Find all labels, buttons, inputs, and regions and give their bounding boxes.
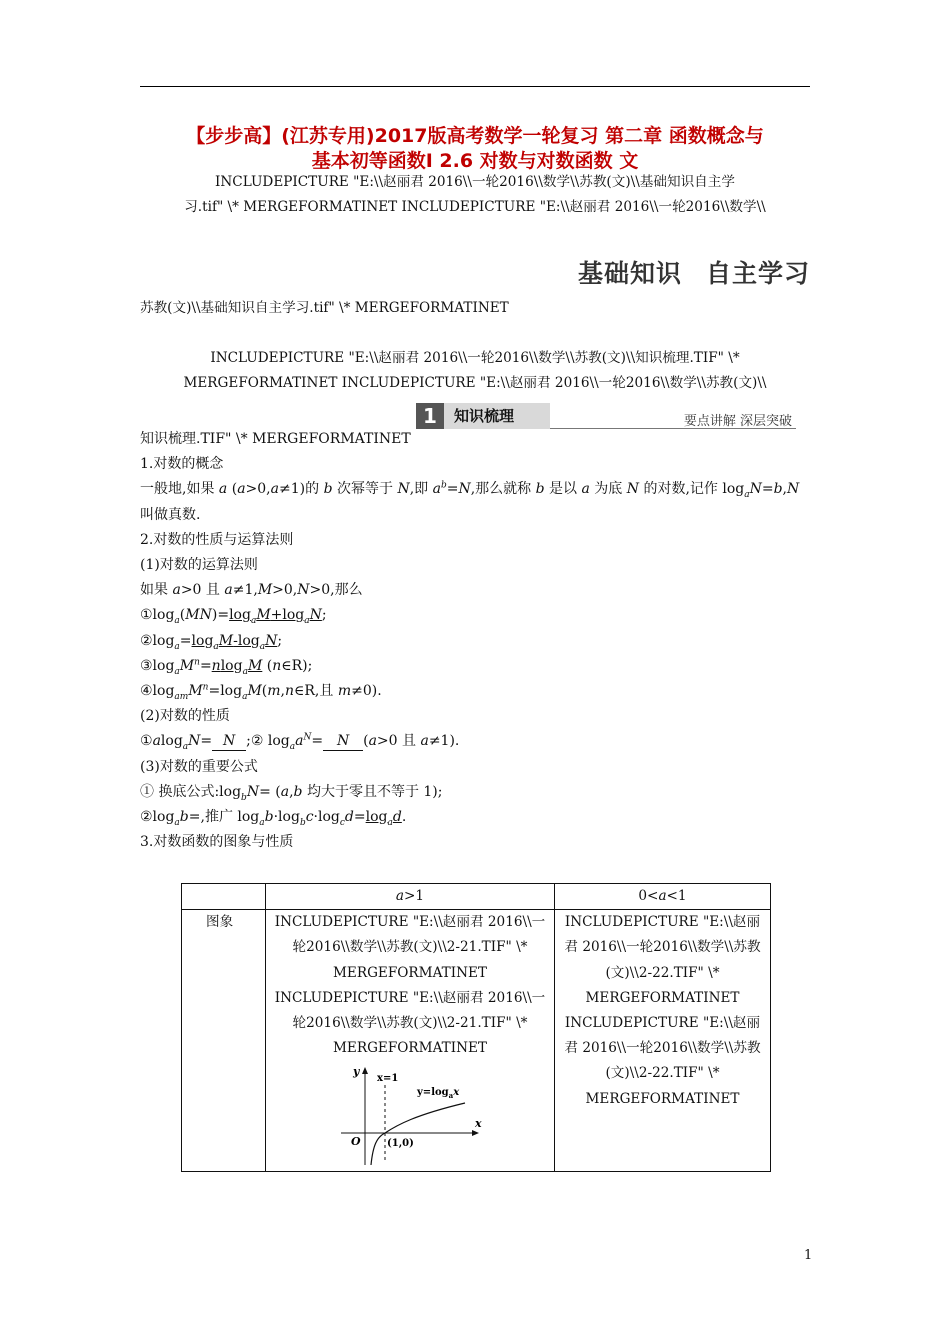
section-number: 1	[416, 403, 444, 429]
change-of-base-formula: ① 换底公式$:\log_bN= (a,b$ 均大于零且不等于 1);	[140, 783, 443, 803]
table-header-empty	[182, 884, 266, 910]
heading-log-function: 3.对数函数的图象与性质	[140, 834, 294, 851]
cell-a-lt-1-text: INCLUDEPICTURE "E:\\赵丽君 2016\\一轮2016\\数学\\苏教(文)\\2-22.TIF" \* MERGEFORMATINET INCLUDEPICTURE "E:\\赵丽君 2016\\一轮2016\\数学\\苏教(文)\\2-22.TIF" \* MERGEFORMATINET	[564, 914, 761, 1107]
vertical-line-label: x=1	[377, 1073, 399, 1085]
subheading-operation-rules: (1)对数的运算法则	[140, 557, 258, 574]
y-axis-arrow	[362, 1067, 368, 1074]
subheading-formulas: (3)对数的重要公式	[140, 758, 258, 775]
document-title	[140, 124, 810, 174]
definition-paragraph: 一般地,如果 a (a>0,a≠1)的 b 次幂等于 N,即 $a^b=N$,那么就称 b 是以 a 为底 N 的对数,记作 $\log_aN=b,N$ 叫做真数.	[140, 480, 800, 523]
table-header-a-lt-1: 0<a<1	[555, 884, 771, 910]
include-field-1-line-2: 习.tif" \* MERGEFORMATINET INCLUDEPICTURE "E:\\赵丽君 2016\\一轮2016\\数学\\	[184, 199, 766, 215]
include-field-2	[140, 296, 810, 321]
table-cell-a-lt-1	[555, 910, 771, 1172]
include-field-3-line-1: INCLUDEPICTURE "E:\\赵丽君 2016\\一轮2016\\数学\\苏教(文)\\知识梳理.TIF" \*	[210, 350, 740, 366]
y-label: y	[353, 1065, 360, 1079]
origin-label: O	[351, 1135, 361, 1149]
include-field-1	[140, 170, 810, 220]
rule-condition: 如果 a>0 且 a≠1,M>0,N>0,那么	[140, 582, 363, 599]
subheading-properties: (2)对数的性质	[140, 708, 230, 725]
chain-formula: $②\log_ab=$,推广 $\log_ab\cdot\log_bc\cdot\log_cd=\log_ad$.	[140, 809, 407, 828]
table-header-row	[182, 884, 771, 910]
include-field-1-line-1: INCLUDEPICTURE "E:\\赵丽君 2016\\一轮2016\\数学\\苏教(文)\\基础知识自主学	[215, 174, 735, 190]
section-tagline: 要点讲解 深层突破	[683, 414, 792, 429]
include-tail: 知识梳理.TIF" \* MERGEFORMATINET	[140, 431, 411, 447]
rule-4: $④\log_{am}M^n=\log_aM(m,n\in R$,且 m≠0).	[140, 682, 382, 702]
banner-part-2: 自主学习	[706, 259, 811, 288]
header-rule	[140, 86, 810, 87]
table-header-a-gt-1: a>1	[266, 884, 555, 910]
section-banner	[578, 254, 810, 290]
table-row-graph	[182, 910, 771, 1172]
page-number: 1	[804, 1248, 813, 1263]
table-cell-a-gt-1	[266, 910, 555, 1172]
log-graph-a-gt-1	[335, 1065, 485, 1169]
knowledge-body	[140, 427, 810, 855]
include-field-2-line-1: 苏教(文)\\基础知识自主学习.tif" \* MERGEFORMATINET	[140, 300, 509, 316]
rule-3: $③\log_aM^n=nlog_aM$ (n∈R);	[140, 657, 313, 677]
cell-a-gt-1-text: INCLUDEPICTURE "E:\\赵丽君 2016\\一轮2016\\数学\\苏教(文)\\2-21.TIF" \* MERGEFORMATINET INCLUDEPICTURE "E:\\赵丽君 2016\\一轮2016\\数学\\苏教(文)\\2-21.TIF" \* MERGEFORMATINET	[274, 914, 546, 1057]
table-row-label: 图象	[182, 910, 266, 1172]
rule-2: $②\log_a=\log_aM-\log_aN$;	[140, 632, 283, 652]
curve-label: $y=\log_ax$	[417, 1087, 460, 1101]
x-axis-arrow	[472, 1130, 479, 1136]
heading-log-concept: 1.对数的概念	[140, 456, 224, 473]
section-name: 知识梳理	[444, 403, 550, 429]
x-label: x	[475, 1117, 482, 1131]
heading-properties-rules: 2.对数的性质与运算法则	[140, 531, 294, 548]
point-label: (1,0)	[387, 1138, 414, 1150]
title-line-1: 【步步高】(江苏专用)2017版高考数学一轮复习 第二章 函数概念与	[186, 125, 764, 147]
banner-part-1: 基础知识	[578, 259, 683, 288]
property-line: ①alog$_a$N= N ;② $\log_aa^N= N$ (a>0 且 a≠1).	[140, 732, 460, 753]
rule-1: $①\log_a(MN)=\log_aM+\log_aN$;	[140, 607, 327, 627]
title-line-2: 基本初等函数Ⅰ 2.6 对数与对数函数 文	[311, 150, 639, 172]
include-field-3-line-2: MERGEFORMATINET INCLUDEPICTURE "E:\\赵丽君 2016\\一轮2016\\数学\\苏教(文)\\	[183, 375, 767, 391]
log-function-table	[181, 883, 771, 1172]
include-field-3	[140, 346, 810, 396]
